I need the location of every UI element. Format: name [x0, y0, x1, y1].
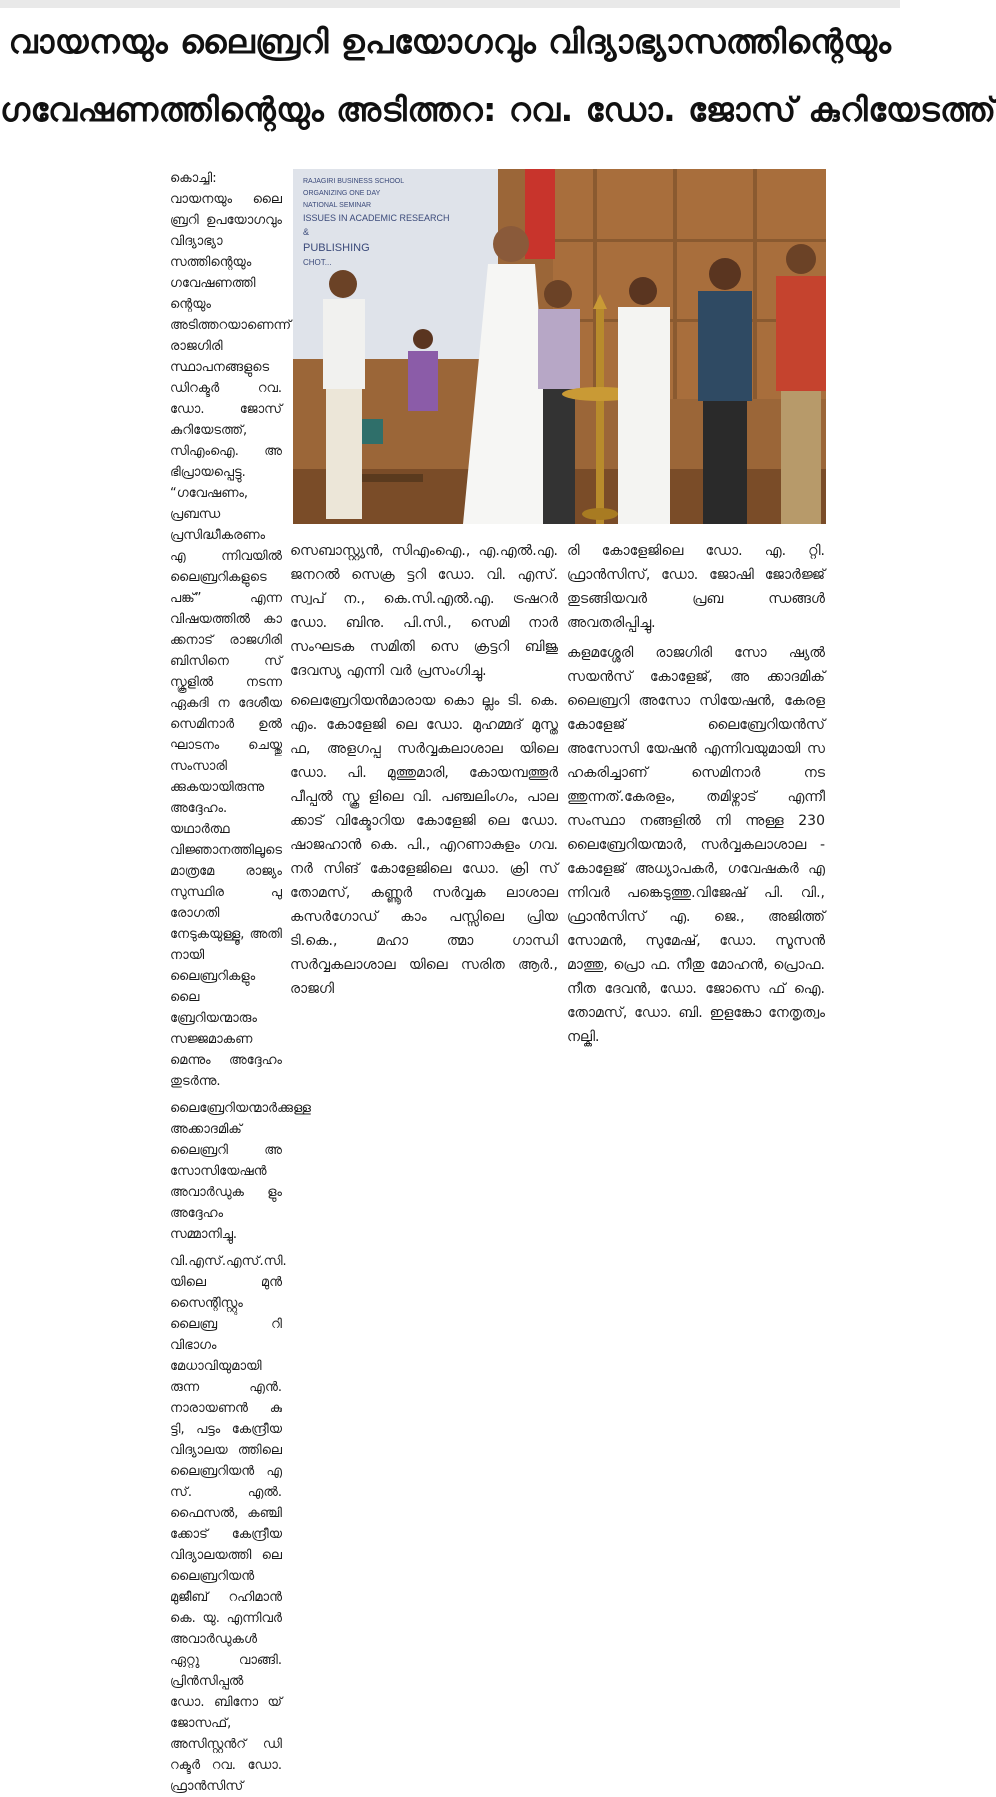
screen-text-3: NATIONAL SEMINAR [303, 202, 372, 209]
screen-text-6: PUBLISHING [303, 242, 370, 254]
column-1-paragraph-3: വി.എസ്.എസ്.സി. യിലെ മുൻ സൈന്റിസ്റ്റും ലൈബ്ര റി വിഭാഗം മേധാവിയുമായി രുന്ന എൻ. നാരായണൻ കു ട്ടി, പട്ടം കേന്ദ്രീയ വിദ്യാലയ ത്തിലെ ലൈബ്രറിയൻ എ സ്. എൽ. ഫൈസൽ, കഞ്ചി ക്കോട് കേന്ദ്രീയ വിദ്യാലയത്തി ലെ ലൈബ്രറിയൻ മുജീബ് റഹിമാൻ കെ. യു. എന്നിവർ അവാർഡുകൾ ഏറ്റു വാങ്ങി. പ്രിൻസിപ്പൽ ഡോ. ബിനോ യ് ജോസഫ്, അസിസ്റ്റൻറ് ഡി റക്ടർ റവ. ഡോ. ഫ്രാൻസിസ് [170, 1254, 287, 1794]
column-1-paragraph-1: കൊച്ചി: വായനയും ലൈ ബ്രറി ഉപയോഗവും വിദ്യാഭ്യാ സത്തിന്റെയും ഗവേഷണത്തി ന്റെയും അടിത്തറയാണെന്ന് രാജഗിരി സ്ഥാപനങ്ങളുടെ ഡിറക്ടർ റവ. ഡോ. ജോസ് കുറിയേടത്ത്, സിഎംഐ. അ ഭിപ്രായപ്പെട്ടു. “ഗവേഷണം, പ്രബന്ധ പ്രസിദ്ധീകരണം എ ന്നിവയിൽ ലൈബ്രറികളുടെ പങ്ക്” എന്ന വിഷയത്തിൽ കാ ക്കനാട് രാജഗിരി ബിസിനെ സ് സ്കൂളിൽ നടന്ന ഏകദി ന ദേശീയ സെമിനാർ ഉൽ ഘാടനം ചെയ്തു സംസാരി ക്കുകയായിരുന്നു അദ്ദേഹം. യഥാർത്ഥ വിജ്ഞാനത്തിലൂടെ മാത്രമേ രാജ്യം സുസ്ഥിര പു രോഗതി നേടുകയുള്ളൂ, അതി നായി ലൈബ്രറികളും ലൈ ബ്രേറിയന്മാരും സജ്ജമാകണ മെന്നും അദ്ദേഹം തുടർന്നു. [170, 171, 292, 1089]
column-2-paragraph-2: ലൈബ്രേറിയൻമാരായ കൊ ല്ലം ടി. കെ. എം. കോളേജി ലെ ഡോ. മുഹമ്മദ് മുസ്ത ഫ, അളഗപ്പ സർവ്വകലാശാല യിലെ ഡോ. പി. മുത്തുമാരി, കോയമ്പത്തൂർ പീപ്പൽ സ്കൂ ളിലെ വി. പഞ്ചലിംഗം, പാല ക്കാട് വിക്ടോറിയ കോളേജി ലെ ഡോ. ഷാജഹാൻ കെ. പി., എറണാകുളം ഗവ. നർ സിങ് കോളേജിലെ ഡോ. ക്രി സ് തോമസ്, കണ്ണൂർ സർവ്വക ലാശാല കസർഗോഡ് കാം പസ്സിലെ പ്രിയ ടി.കെ., മഹാ ത്മാ ഗാന്ധി സർവ്വകലാശാല യിലെ സരിത ആർ., രാജഗി [290, 693, 558, 997]
article-column-2 [290, 539, 558, 1129]
screen-text-5: & [303, 227, 310, 237]
screen-text-7: CHOT... [303, 258, 332, 267]
headline-line-1: വായനയും ലൈബ്രറി ഉപയോഗവും വിദ്യാഭ്യാസത്തിന്റെയും [8, 22, 892, 61]
column-2-paragraph-1: സെബാസ്റ്റ്യൻ, സിഎംഐ., എ.എൽ.എ. ജനറൽ സെക്ര ട്ടറി ഡോ. വി. എസ്. സ്വപ് ന., കെ.സി.എൽ.എ. ട്രഷറർ ഡോ. ബിനു. പി.സി., സെമി നാർ സംഘടക സമിതി സെ ക്രട്ടറി ബിജു ദേവസ്യ എന്നി വർ പ്രസംഗിച്ചു. [290, 543, 558, 679]
lamp-lighting-photo [293, 169, 826, 524]
article-column-3 [567, 539, 825, 1129]
column-3-paragraph-2: കളമശ്ശേരി രാജഗിരി സോ ഷ്യൽ സയൻസ് കോളേജ്, അ ക്കാദമിക് ലൈബ്രറി അസോ സിയേഷൻ, കേരള കോളേജ് ലൈബ്രേറിയൻസ് അസോസി യേഷൻ എന്നിവയുമായി സ ഹകരിച്ചാണ് സെമിനാർ നട ത്തുന്നത്.കേരളം, തമിഴ്നാട് എന്നീ സംസ്ഥാ നങ്ങളിൽ നി ന്നുള്ള 230 ലൈബ്രേറിയന്മാർ, സർവ്വകലാശാല - കോളേജ് അധ്യാപകർ, ഗവേഷകർ എ ന്നിവർ പങ്കെടുത്തു.വിജേഷ് പി. വി., ഫ്രാൻസിസ് എ. ജെ., അജിത്ത് സോമൻ, സുമേഷ്, ഡോ. സൂസൻ മാത്തു, പ്രൊ ഫ. നീതു മോഹൻ, പ്രൊഫ. നീത ദേവൻ, ഡോ. ജോസെ ഫ് ഐ. തോമസ്, ഡോ. ബി. ഇളങ്കോ നേതൃത്വം നല്കി. [567, 645, 825, 1045]
headline-line-2: ഗവേഷണത്തിന്റെയും അടിത്തറ: റവ. ഡോ. ജോസ് കുറിയേടത്ത് [0, 90, 996, 129]
column-1-paragraph-2: ലൈബ്രേറിയന്മാർക്കുള്ള അക്കാദമിക് ലൈബ്രറി അ സോസിയേഷൻ അവാർഡുക ളും അദ്ദേഹം സമ്മാനിച്ചു. [170, 1101, 311, 1242]
column-3-paragraph-1: രി കോളേജിലെ ഡോ. എ. റ്റി. ഫ്രാൻസിസ്, ഡോ. ജോഷി ജോർജ്ജ് തുടങ്ങിയവർ പ്രബ ന്ധങ്ങൾ അവതരിപ്പിച്ചു. [567, 543, 825, 631]
screen-text-4: ISSUES IN ACADEMIC RESEARCH [303, 213, 450, 223]
screen-text-2: ORGANIZING ONE DAY [303, 190, 381, 197]
news-photo [293, 169, 826, 524]
top-border [0, 0, 900, 8]
screen-text-1: RAJAGIRI BUSINESS SCHOOL [303, 178, 405, 185]
article-column-1 [170, 168, 311, 1794]
